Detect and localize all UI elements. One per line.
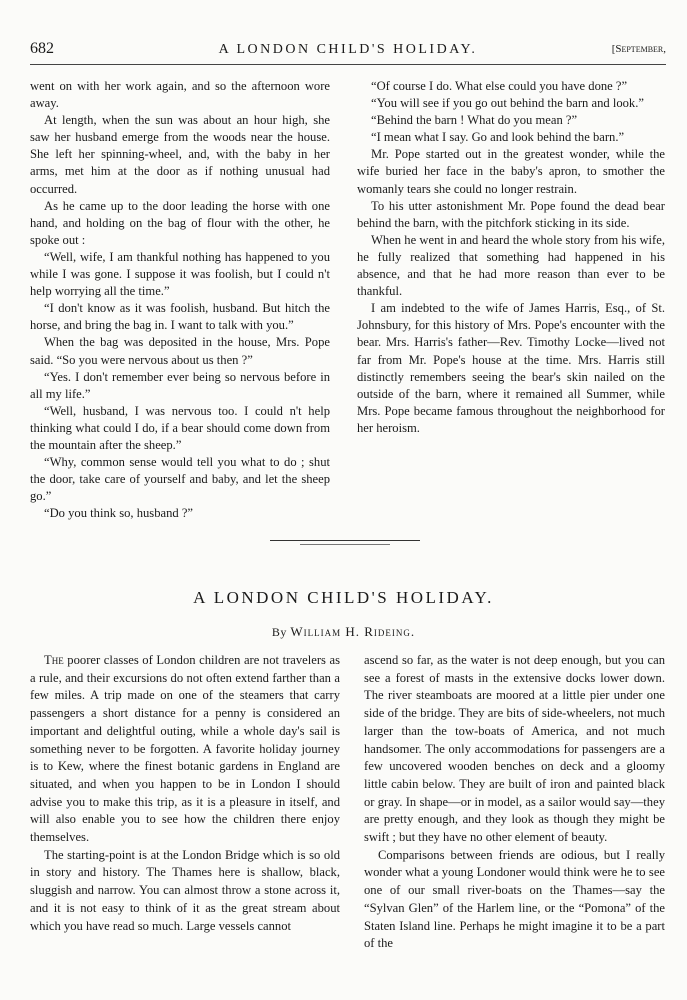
byline	[0, 624, 687, 640]
paragraph: “Behind the barn ! What do you mean ?”	[371, 113, 578, 128]
paragraph: To his utter astonishment Mr. Pope found the dead bear behind the barn, with the pitchfork sticking in its side.	[357, 198, 665, 230]
lead-word: The	[44, 653, 64, 667]
story-column-right	[357, 78, 665, 437]
running-title: A LONDON CHILD'S HOLIDAY.	[218, 42, 478, 57]
paragraph: I am indebted to the wife of James Harris, Esq., of St. Johnsbury, for this history of Mrs. Pope's encounter with the bear. Mrs. Harris's father—Rev. Timothy Locke—lived not far from Mr. Pope's house at the time. Mrs. Harris still distinctly remembers seeing the bear's skin nailed on the outside of the barn, where it remained all Summer, while Mrs. Pope became famous throughout the neighborhood for her heroism.	[357, 301, 665, 435]
article-title: A LONDON CHILD'S HOLIDAY.	[193, 588, 494, 607]
paragraph: “I mean what I say. Go and look behind the barn.”	[371, 130, 625, 145]
paragraph: “I don't know as it was foolish, husband. But hitch the horse, and bring the bag in. I want to talk with you.”	[30, 301, 330, 333]
paragraph: When he went in and heard the whole story from his wife, he fully realized that something had happened in his absence, and that he had more reason than ever to be thankful.	[357, 232, 665, 299]
paragraph: At length, when the sun was about an hour high, she saw her husband emerge from the woods near the house. She left her spinning-wheel, and, with the baby in her arms, met him at the door as if nothing unusual had occurred.	[30, 113, 330, 196]
section-divider	[270, 540, 420, 541]
page-number: 682	[30, 40, 54, 57]
paragraph: As he came up to the door leading the horse with one hand, and holding on the bag of flour with the other, he spoke out :	[30, 198, 330, 247]
paragraph: went on with her work again, and so the afternoon wore away.	[30, 79, 330, 111]
byline-prefix: By	[271, 625, 287, 639]
paragraph: “Well, husband, I was nervous too. I could n't help thinking what could I do, if a bear should come down from the mountain after the sheep.”	[30, 403, 330, 452]
paragraph	[30, 652, 340, 847]
section-divider-short	[300, 544, 390, 545]
article-column-left	[30, 652, 340, 935]
paragraph: “Well, wife, I am thankful nothing has happened to you while I was gone. I suppose it was foolish, but I could n't help worrying all the time.”	[30, 249, 330, 299]
paragraph: When the bag was deposited in the house, Mrs. Pope said. “So you were nervous about us then ?”	[30, 335, 330, 367]
author-name: William H. Rideing.	[290, 624, 416, 639]
paragraph: ascend so far, as the water is not deep enough, but you can see a forest of masts in the extensive docks lower down. The river steamboats are moored at a little pier under one side of the bridge. They are bits of side-wheelers, not much larger than the tow-boats of America, and not much handsomer. The only accommodations for passengers are a few uncovered wooden benches on deck and a gloomy little cabin below. They are built of iron and painted black or gray. In shape—or in model, as a sailor would say—they are pretty enough, and they look as though they might be swift ; but they have no other element of beauty.	[364, 653, 665, 845]
article-column-right	[364, 652, 665, 953]
paragraph: “You will see if you go out behind the barn and look.”	[371, 96, 644, 111]
paragraph: The starting-point is at the London Bridge which is so old in story and history. The Thames here is shallow, black, sluggish and narrow. You can almost throw a stone across it, and it is not easy to think of it as the great stream about which you have read so much. Large vessels cannot	[30, 847, 340, 933]
paragraph: “Why, common sense would tell you what to do ; shut the door, take care of yourself and baby, and let the sheep go.”	[30, 455, 330, 504]
paragraph: “Yes. I don't remember ever being so nervous before in all my life.”	[30, 369, 330, 401]
header-rule	[30, 64, 666, 65]
story-column-left	[30, 78, 330, 522]
paragraph: “Of course I do. What else could you have done ?”	[371, 79, 628, 93]
paragraph: “Do you think so, husband ?”	[44, 506, 194, 521]
paragraph-text: poorer classes of London children are not travelers as a rule, and their excursions do not often extend farther than a few miles. A trip made on one of the steamers that carry passengers a short distance for a penny is considered an important and delightful outing, while a whole day's sail is something never to be forgotten. A favorite holiday journey is to Kew, where the finest botanic gardens in England are situated, and when you happen to be in London I should advise you to make this trip, as it is a pleasure in itself, and will also enable you to see how the children there enjoy themselves.	[30, 653, 341, 845]
paragraph: Mr. Pope started out in the greatest wonder, while the wife buried her face in the baby's apron, to smother the womanly tears she could no longer restrain.	[357, 147, 665, 196]
page-header	[30, 40, 666, 62]
paragraph: Comparisons between friends are odious, but I really wonder what a young Londoner would think were he to see one of our small river-boats on the Thames—say the “Sylvan Glen” of the Harlem line, or the “Pomona” of the Staten Island line. Perhaps he might imagine it to be a part of the	[364, 847, 665, 951]
header-month: [September,	[611, 43, 666, 55]
